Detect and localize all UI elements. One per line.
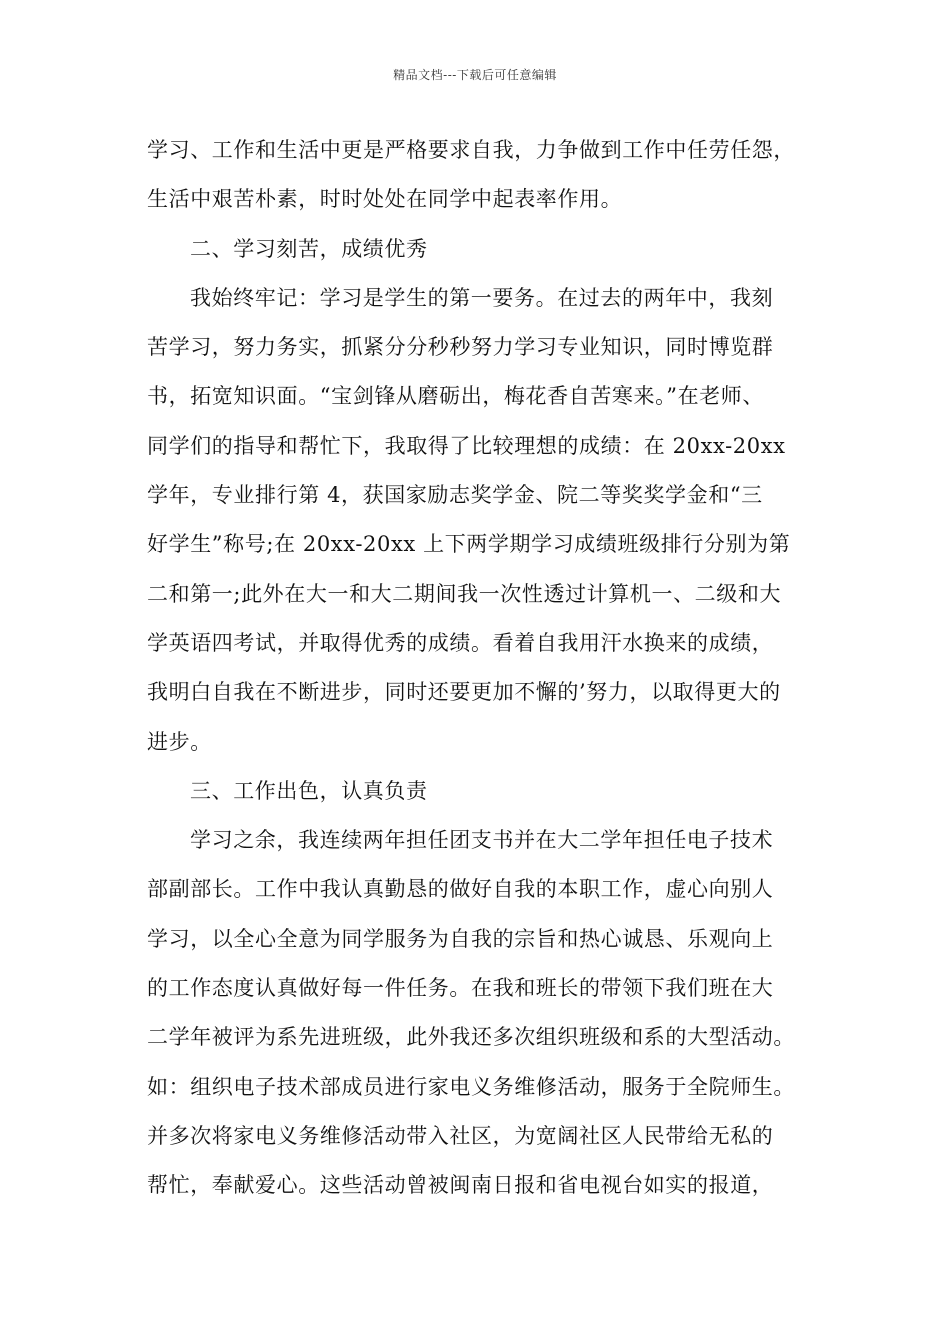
paragraph-line: 帮忙，奉献爱心。这些活动曾被闽南日报和省电视台如实的报道， [147,1173,774,1198]
paragraph-line: 同学们的指导和帮忙下，我取得了比较理想的成绩：在 20xx-20xx [147,433,786,458]
paragraph-line: 书，拓宽知识面。“宝剑锋从磨砺出，梅花香自苦寒来。”在老师、 [147,384,764,409]
paragraph-line: 学习、工作和生活中更是严格要求自我，力争做到工作中任劳任怨， [147,138,795,162]
paragraph-line: 学习之余，我连续两年担任团支书并在大二学年担任电子技术 [190,828,774,853]
paragraph-line: 学英语四考试，并取得优秀的成绩。看着自我用汗水换来的成绩， [147,630,774,655]
section-heading: 三、工作出色，认真负责 [190,778,428,803]
paragraph-line: 二和第一;此外在大一和大二期间我一次性透过计算机一、二级和大 [147,581,782,606]
paragraph-line: 我明白自我在不断进步，同时还要更加不懈的’努力，以取得更大的 [147,680,781,705]
paragraph-line: 部副部长。工作中我认真勤恳的做好自我的本职工作，虚心向别人 [147,877,774,902]
paragraph-line: 苦学习，努力务实，抓紧分分秒秒努力学习专业知识，同时博览群 [147,335,774,360]
page-header: 精品文档---下载后可任意编辑 [393,68,557,82]
paragraph-line: 好学生”称号;在 20xx-20xx 上下两学期学习成绩班级排行分别为第 [147,532,791,557]
paragraph-line: 我始终牢记：学习是学生的第一要务。在过去的两年中，我刻 [190,285,774,310]
document-body [147,126,817,1211]
paragraph-line: 学习，以全心全意为同学服务为自我的宗旨和热心诚恳、乐观向上 [147,926,774,951]
paragraph-line: 进步。 [147,729,212,754]
paragraph-line: 二学年被评为系先进班级，此外我还多次组织班级和系的大型活动。 [147,1025,795,1050]
paragraph-line: 并多次将家电义务维修活动带入社区，为宽阔社区人民带给无私的 [147,1123,774,1148]
paragraph-line: 的工作态度认真做好每一件任务。在我和班长的带领下我们班在大 [147,976,774,1001]
paragraph-line: 如：组织电子技术部成员进行家电义务维修活动，服务于全院师生。 [147,1074,795,1099]
paragraph-line: 学年，专业排行第 4，获国家励志奖学金、院二等奖奖学金和“三 [147,483,763,508]
section-heading: 二、学习刻苦，成绩优秀 [190,236,428,261]
paragraph-line: 生活中艰苦朴素，时时处处在同学中起表率作用。 [147,187,623,212]
